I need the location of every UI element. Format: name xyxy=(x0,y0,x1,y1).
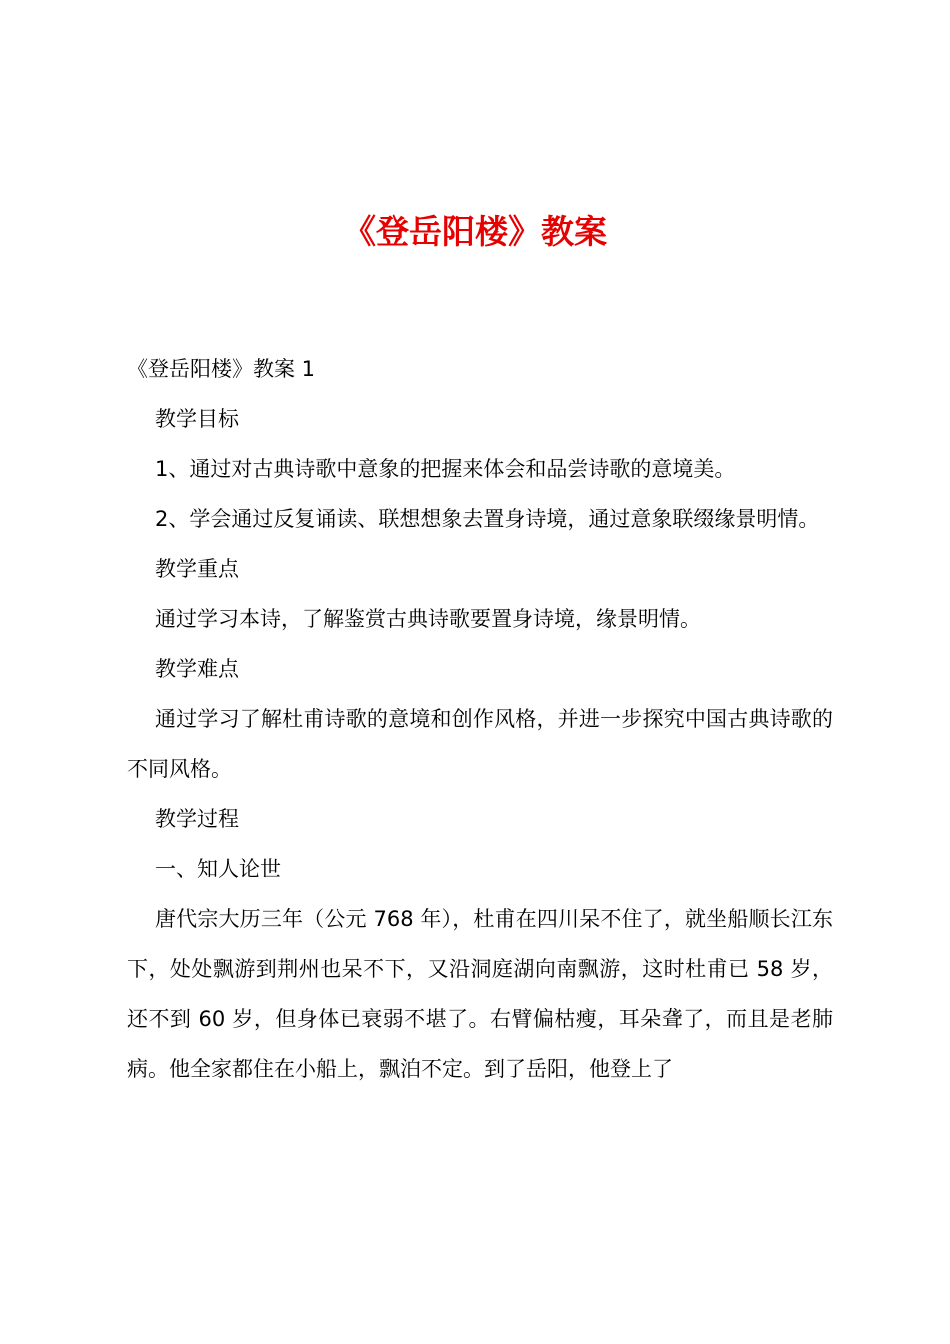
paragraph-teaching-goals-heading: 教学目标 xyxy=(155,407,239,431)
section-heading: 《登岳阳楼》教案 1 xyxy=(127,357,316,381)
document-body xyxy=(127,344,833,1094)
document-title: 《登岳阳楼》教案 xyxy=(343,212,607,251)
paragraph-goal-2: 2、学会通过反复诵读、联想想象去置身诗境，通过意象联缀缘景明情。 xyxy=(155,507,820,531)
paragraph-background: 唐代宗大历三年（公元 768 年），杜甫在四川呆不住了，就坐船顺长江东下，处处飘游到荆州也呆不下，又沿洞庭湖向南飘游，这时杜甫已 58 岁，还不到 60 岁，但身体已衰弱不堪了。右臂偏枯瘦，耳朵聋了，而且是老肺病。他全家都住在小船上，飘泊不定。到了岳阳，他登上了 xyxy=(127,907,833,1081)
paragraph-step-1-heading: 一、知人论世 xyxy=(155,857,281,881)
paragraph-goal-1: 1、通过对古典诗歌中意象的把握来体会和品尝诗歌的意境美。 xyxy=(155,457,736,481)
paragraph-difficulties-heading: 教学难点 xyxy=(155,657,239,681)
paragraph-difficulties: 通过学习了解杜甫诗歌的意境和创作风格，并进一步探究中国古典诗歌的不同风格。 xyxy=(127,707,833,781)
paragraph-key-points: 通过学习本诗，了解鉴赏古典诗歌要置身诗境，缘景明情。 xyxy=(155,607,701,631)
paragraph-key-points-heading: 教学重点 xyxy=(155,557,239,581)
paragraph-process-heading: 教学过程 xyxy=(155,807,239,831)
